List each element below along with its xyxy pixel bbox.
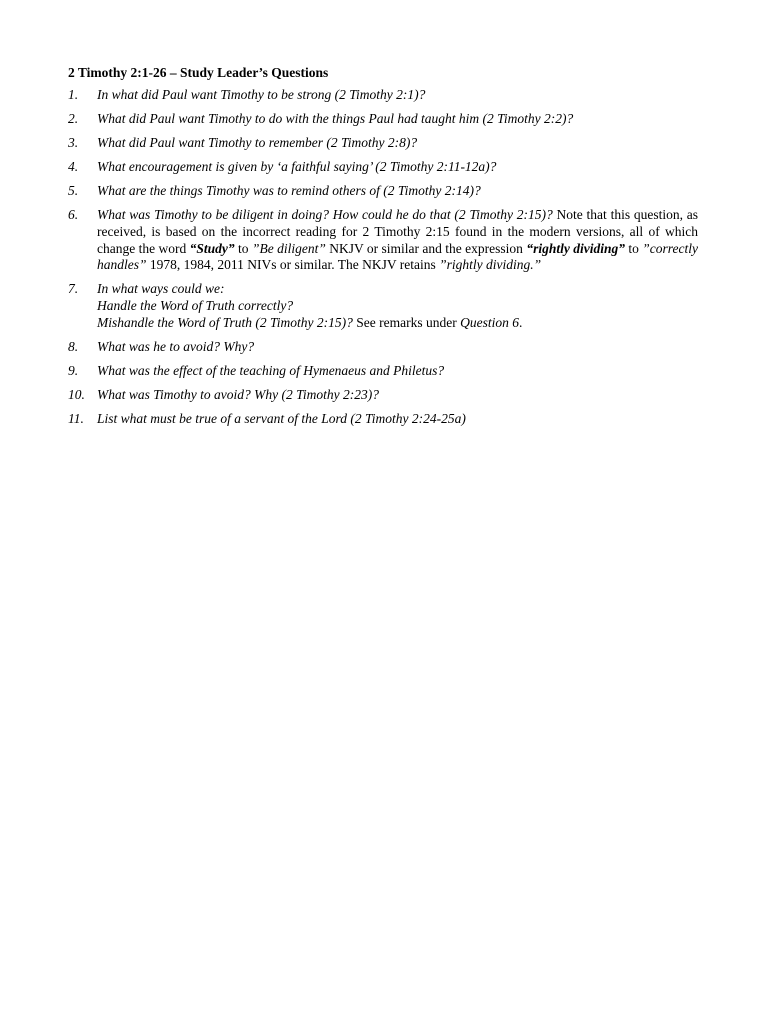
word-nkjv-retains: ”rightly dividing.” <box>439 257 542 273</box>
question-number: 6. <box>68 206 79 222</box>
question-text: What was Timothy to avoid? Why (2 Timothy 2:23)? <box>97 386 379 402</box>
document-page <box>68 64 698 435</box>
question-number: 10. <box>68 386 85 402</box>
note-connector: 1978, 1984, 2011 NIVs or similar. The NKJV retains <box>146 257 440 273</box>
question-7-line-3: Mishandle the Word of Truth (2 Timothy 2:15)? <box>97 314 353 330</box>
question-number: 2. <box>68 110 79 126</box>
question-7-line-2: Handle the Word of Truth correctly? <box>97 298 294 314</box>
question-9 <box>68 363 698 380</box>
question-7-note: See remarks under <box>352 314 461 330</box>
note-connector: to <box>624 240 643 256</box>
question-text: What was the effect of the teaching of Hymenaeus and Philetus? <box>97 362 445 378</box>
question-text: What encouragement is given by ‘a faithful saying’ (2 Timothy 2:11-12a)? <box>97 158 497 174</box>
word-study: “Study” <box>189 240 235 256</box>
note-connector: to <box>234 240 252 256</box>
question-number: 7. <box>68 281 79 297</box>
question-6-question: What was Timothy to be diligent in doing? How could he do that (2 Timothy 2:15)? <box>97 206 553 222</box>
question-text: What was he to avoid? Why? <box>97 338 255 354</box>
question-text <box>97 207 698 274</box>
question-text: What are the things Timothy was to remind others of (2 Timothy 2:14)? <box>97 182 481 198</box>
question-number: 5. <box>68 182 79 198</box>
question-number: 11. <box>68 410 84 426</box>
question-7-line-1: In what ways could we: <box>97 281 225 297</box>
question-number: 1. <box>68 87 79 102</box>
question-number: 9. <box>68 362 79 378</box>
question-3 <box>68 135 698 152</box>
word-be-diligent: ”Be diligent” <box>251 240 326 256</box>
note-connector: NKJV or similar and the expression <box>325 240 527 256</box>
question-number: 3. <box>68 134 79 150</box>
question-11 <box>68 411 698 428</box>
question-6 <box>68 207 698 274</box>
question-10 <box>68 387 698 404</box>
question-7-end: . <box>518 314 523 330</box>
question-8 <box>68 339 698 356</box>
question-text: What did Paul want Timothy to remember (2 Timothy 2:8)? <box>97 134 418 150</box>
question-7 <box>68 281 698 331</box>
question-6-reference: Question 6 <box>460 314 519 330</box>
question-2 <box>68 111 698 128</box>
word-correctly-handles: ”correctly handles” <box>97 240 698 273</box>
word-rightly-dividing: “rightly dividing” <box>526 240 625 256</box>
question-text: What did Paul want Timothy to do with the things Paul had taught him (2 Timothy 2:2)? <box>97 110 574 126</box>
document-title: 2 Timothy 2:1-26 – Study Leader’s Questions <box>68 65 329 80</box>
question-1 <box>68 87 698 104</box>
question-4 <box>68 159 698 176</box>
question-number: 8. <box>68 338 79 354</box>
question-text: In what did Paul want Timothy to be strong (2 Timothy 2:1)? <box>97 87 426 102</box>
question-number: 4. <box>68 158 79 174</box>
question-6-note: Note that this question, as received, is based on the incorrect reading for 2 Timothy 2:15 found in the modern versions, all of which change the word <box>97 206 699 256</box>
question-list <box>68 87 698 428</box>
question-text <box>97 281 698 331</box>
question-text: List what must be true of a servant of the Lord (2 Timothy 2:24-25a) <box>97 410 466 426</box>
question-5 <box>68 183 698 200</box>
